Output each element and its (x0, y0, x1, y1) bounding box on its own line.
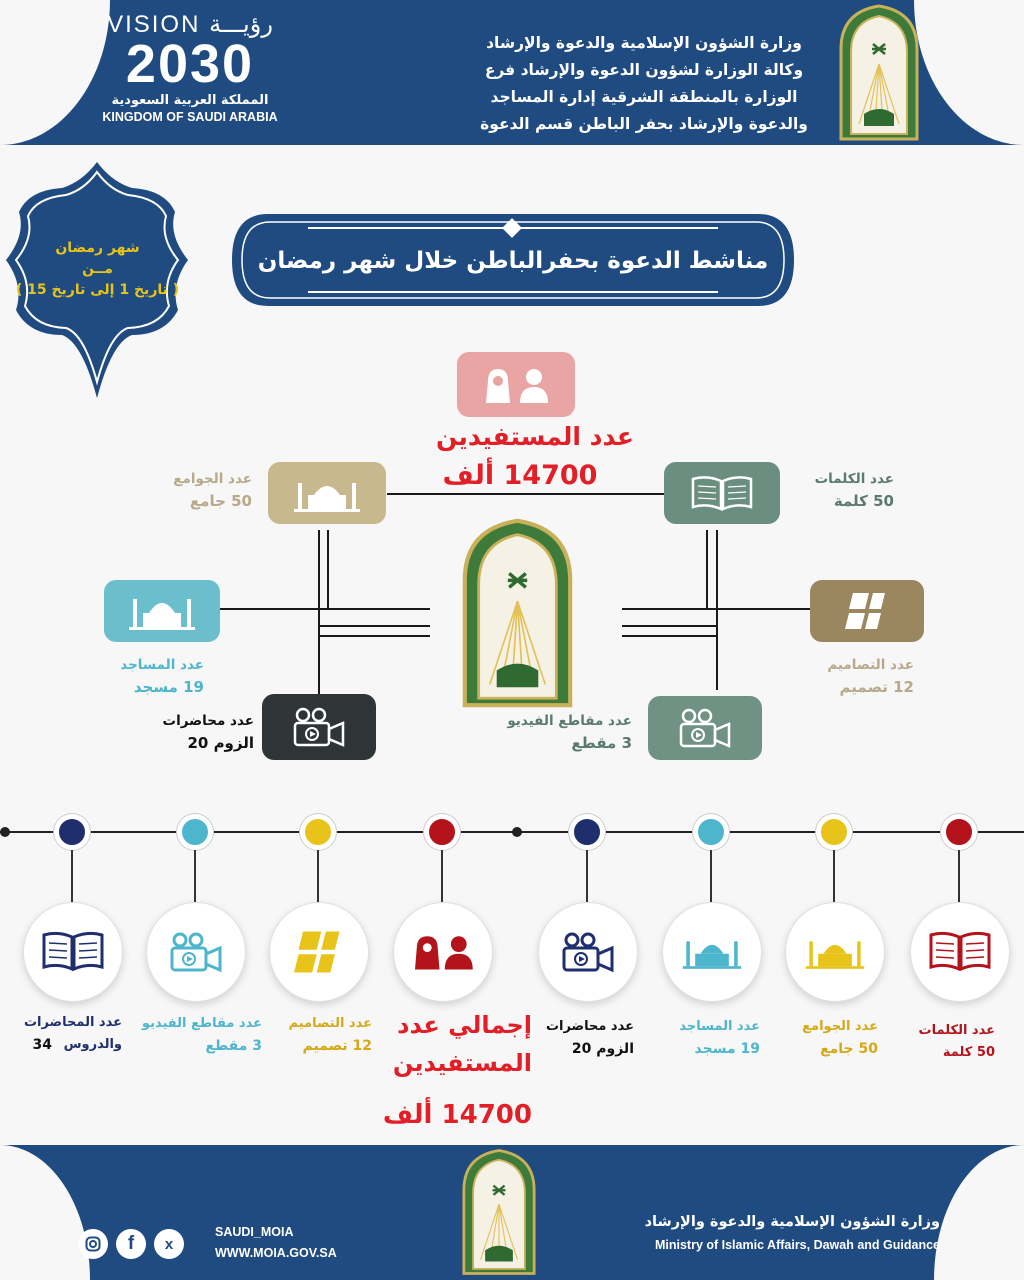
kingdom-english: KINGDOM OF SAUDI ARABIA (102, 110, 278, 124)
designs-icon (294, 929, 344, 975)
video-camera-icon (560, 929, 616, 975)
mosques-stat: عدد المساجد 19 مسجد (120, 657, 204, 696)
vision-2030-logo (95, 8, 285, 138)
timeline-right-marker (569, 814, 605, 850)
videos-box (648, 696, 762, 760)
badge-date-range: ( تاريخ 1 إلى تاريخ 15 ) (15, 282, 180, 298)
timeline-left-marker (54, 814, 90, 850)
timeline-designs-label: عدد التصاميم 12 تصميم (288, 1016, 372, 1054)
page-title: مناشط الدعوة بحفرالباطن خلال شهر رمضان (257, 248, 769, 274)
kingdom-arabic: المملكة العربية السعودية (111, 93, 269, 108)
timeline-left-connector (194, 850, 196, 902)
facebook-icon[interactable]: f (116, 1229, 146, 1259)
mosques-box (104, 580, 220, 642)
designs-stat: عدد التصاميم 12 تصميم (827, 657, 914, 696)
timeline-left-connector (317, 850, 319, 902)
timeline-right-icon-circle (538, 902, 638, 1002)
badge-month: شهر رمضان (55, 240, 140, 256)
video-camera-icon (677, 706, 733, 750)
timeline-left-icon-circle (269, 902, 369, 1002)
timeline-mosques-label: عدد المساجد 19 مسجد (679, 1019, 760, 1057)
beneficiaries-value: 14700 ألف (442, 460, 598, 491)
badge-from: مــن (82, 261, 113, 277)
ministry-name-arabic: وزارة الشؤون الإسلامية والدعوة والإرشاد (644, 1214, 940, 1230)
ministry-logo-center (445, 518, 590, 708)
timeline-left-icon-circle (146, 902, 246, 1002)
zoom-stat: عدد محاضرات الزوم 20 (162, 713, 254, 752)
timeline-left-connector (71, 850, 73, 902)
words-box (664, 462, 780, 524)
mosque-icon (681, 932, 743, 972)
beneficiaries-box (457, 352, 575, 417)
lectures-count: 34 (32, 1037, 52, 1053)
total-beneficiaries-label: إجمالي عدد المستفيدين 14700 ألف (382, 1011, 532, 1130)
vision-word: VISION (107, 11, 201, 38)
timeline-left-connector (441, 850, 443, 902)
ministry-logo-footer (462, 1148, 536, 1276)
vision-year: 2030 (125, 34, 255, 94)
timeline-videos-label: عدد مقاطع الفيديو 3 مقطع (141, 1016, 262, 1054)
timeline-left-marker (424, 814, 460, 850)
videos-stat: عدد مقاطع الفيديو 3 مقطع (507, 713, 632, 752)
timeline-right-marker (816, 814, 852, 850)
title-banner (228, 210, 798, 310)
timeline-jami-label: عدد الجوامع 50 جامع (802, 1019, 878, 1057)
timeline-right-connector (586, 850, 588, 902)
words-stat: عدد الكلمات 50 كلمة (814, 471, 894, 510)
jami-mosques-box (268, 462, 386, 524)
timeline-right-icon-circle (910, 902, 1010, 1002)
video-camera-icon (291, 705, 347, 749)
jami-mosques-stat: عدد الجوامع 50 جامع (173, 471, 252, 510)
grand-mosque-icon (804, 932, 866, 972)
timeline-right-connector (710, 850, 712, 902)
designs-box (810, 580, 924, 642)
social-handle[interactable]: SAUDI_MOIA (215, 1225, 294, 1239)
ministry-logo (839, 4, 919, 141)
people-icon (408, 932, 478, 972)
timeline-left-marker (177, 814, 213, 850)
book-icon (40, 929, 106, 975)
vision-arabic: رؤيـــة (209, 11, 273, 38)
mosque-icon (127, 591, 197, 631)
timeline-left-icon-circle (23, 902, 123, 1002)
timeline-right-marker (941, 814, 977, 850)
timeline-lectures-label: عدد المحاضرات والدروس (23, 1015, 122, 1052)
timeline-left-icon-circle (393, 902, 493, 1002)
grand-mosque-icon (292, 473, 362, 513)
website-link[interactable]: WWW.MOIA.GOV.SA (215, 1246, 337, 1260)
timeline-right-connector (958, 850, 960, 902)
timeline-left-marker (300, 814, 336, 850)
timeline-zoom-label: عدد محاضرات الزوم 20 (545, 1019, 634, 1057)
ministry-name-english: Ministry of Islamic Affairs, Dawah and Guidance (654, 1238, 940, 1252)
organization-name: وزارة الشؤون الإسلامية والدعوة والإرشاد وكالة الوزارة لشؤون الدعوة والإرشاد فرع الوزارة بالمنطقة الشرقية إدارة المساجد والدعوة والإرشاد بحفر الباطن قسم الدعوة (480, 34, 808, 133)
timeline-right-icon-circle (662, 902, 762, 1002)
book-icon (689, 473, 755, 513)
timeline-right-icon-circle (785, 902, 885, 1002)
timeline-words-label: عدد الكلمات 50 كلمة (918, 1023, 995, 1060)
instagram-icon[interactable] (78, 1229, 108, 1259)
timeline-right-connector (833, 850, 835, 902)
timeline-right-marker (693, 814, 729, 850)
beneficiaries-label: عدد المستفيدين (436, 422, 634, 451)
video-camera-icon (168, 929, 224, 975)
people-icon (476, 363, 556, 407)
zoom-box (262, 694, 376, 760)
designs-icon (845, 591, 889, 631)
date-badge (0, 160, 195, 400)
book-icon (927, 929, 993, 975)
x-icon[interactable]: x (154, 1229, 184, 1259)
